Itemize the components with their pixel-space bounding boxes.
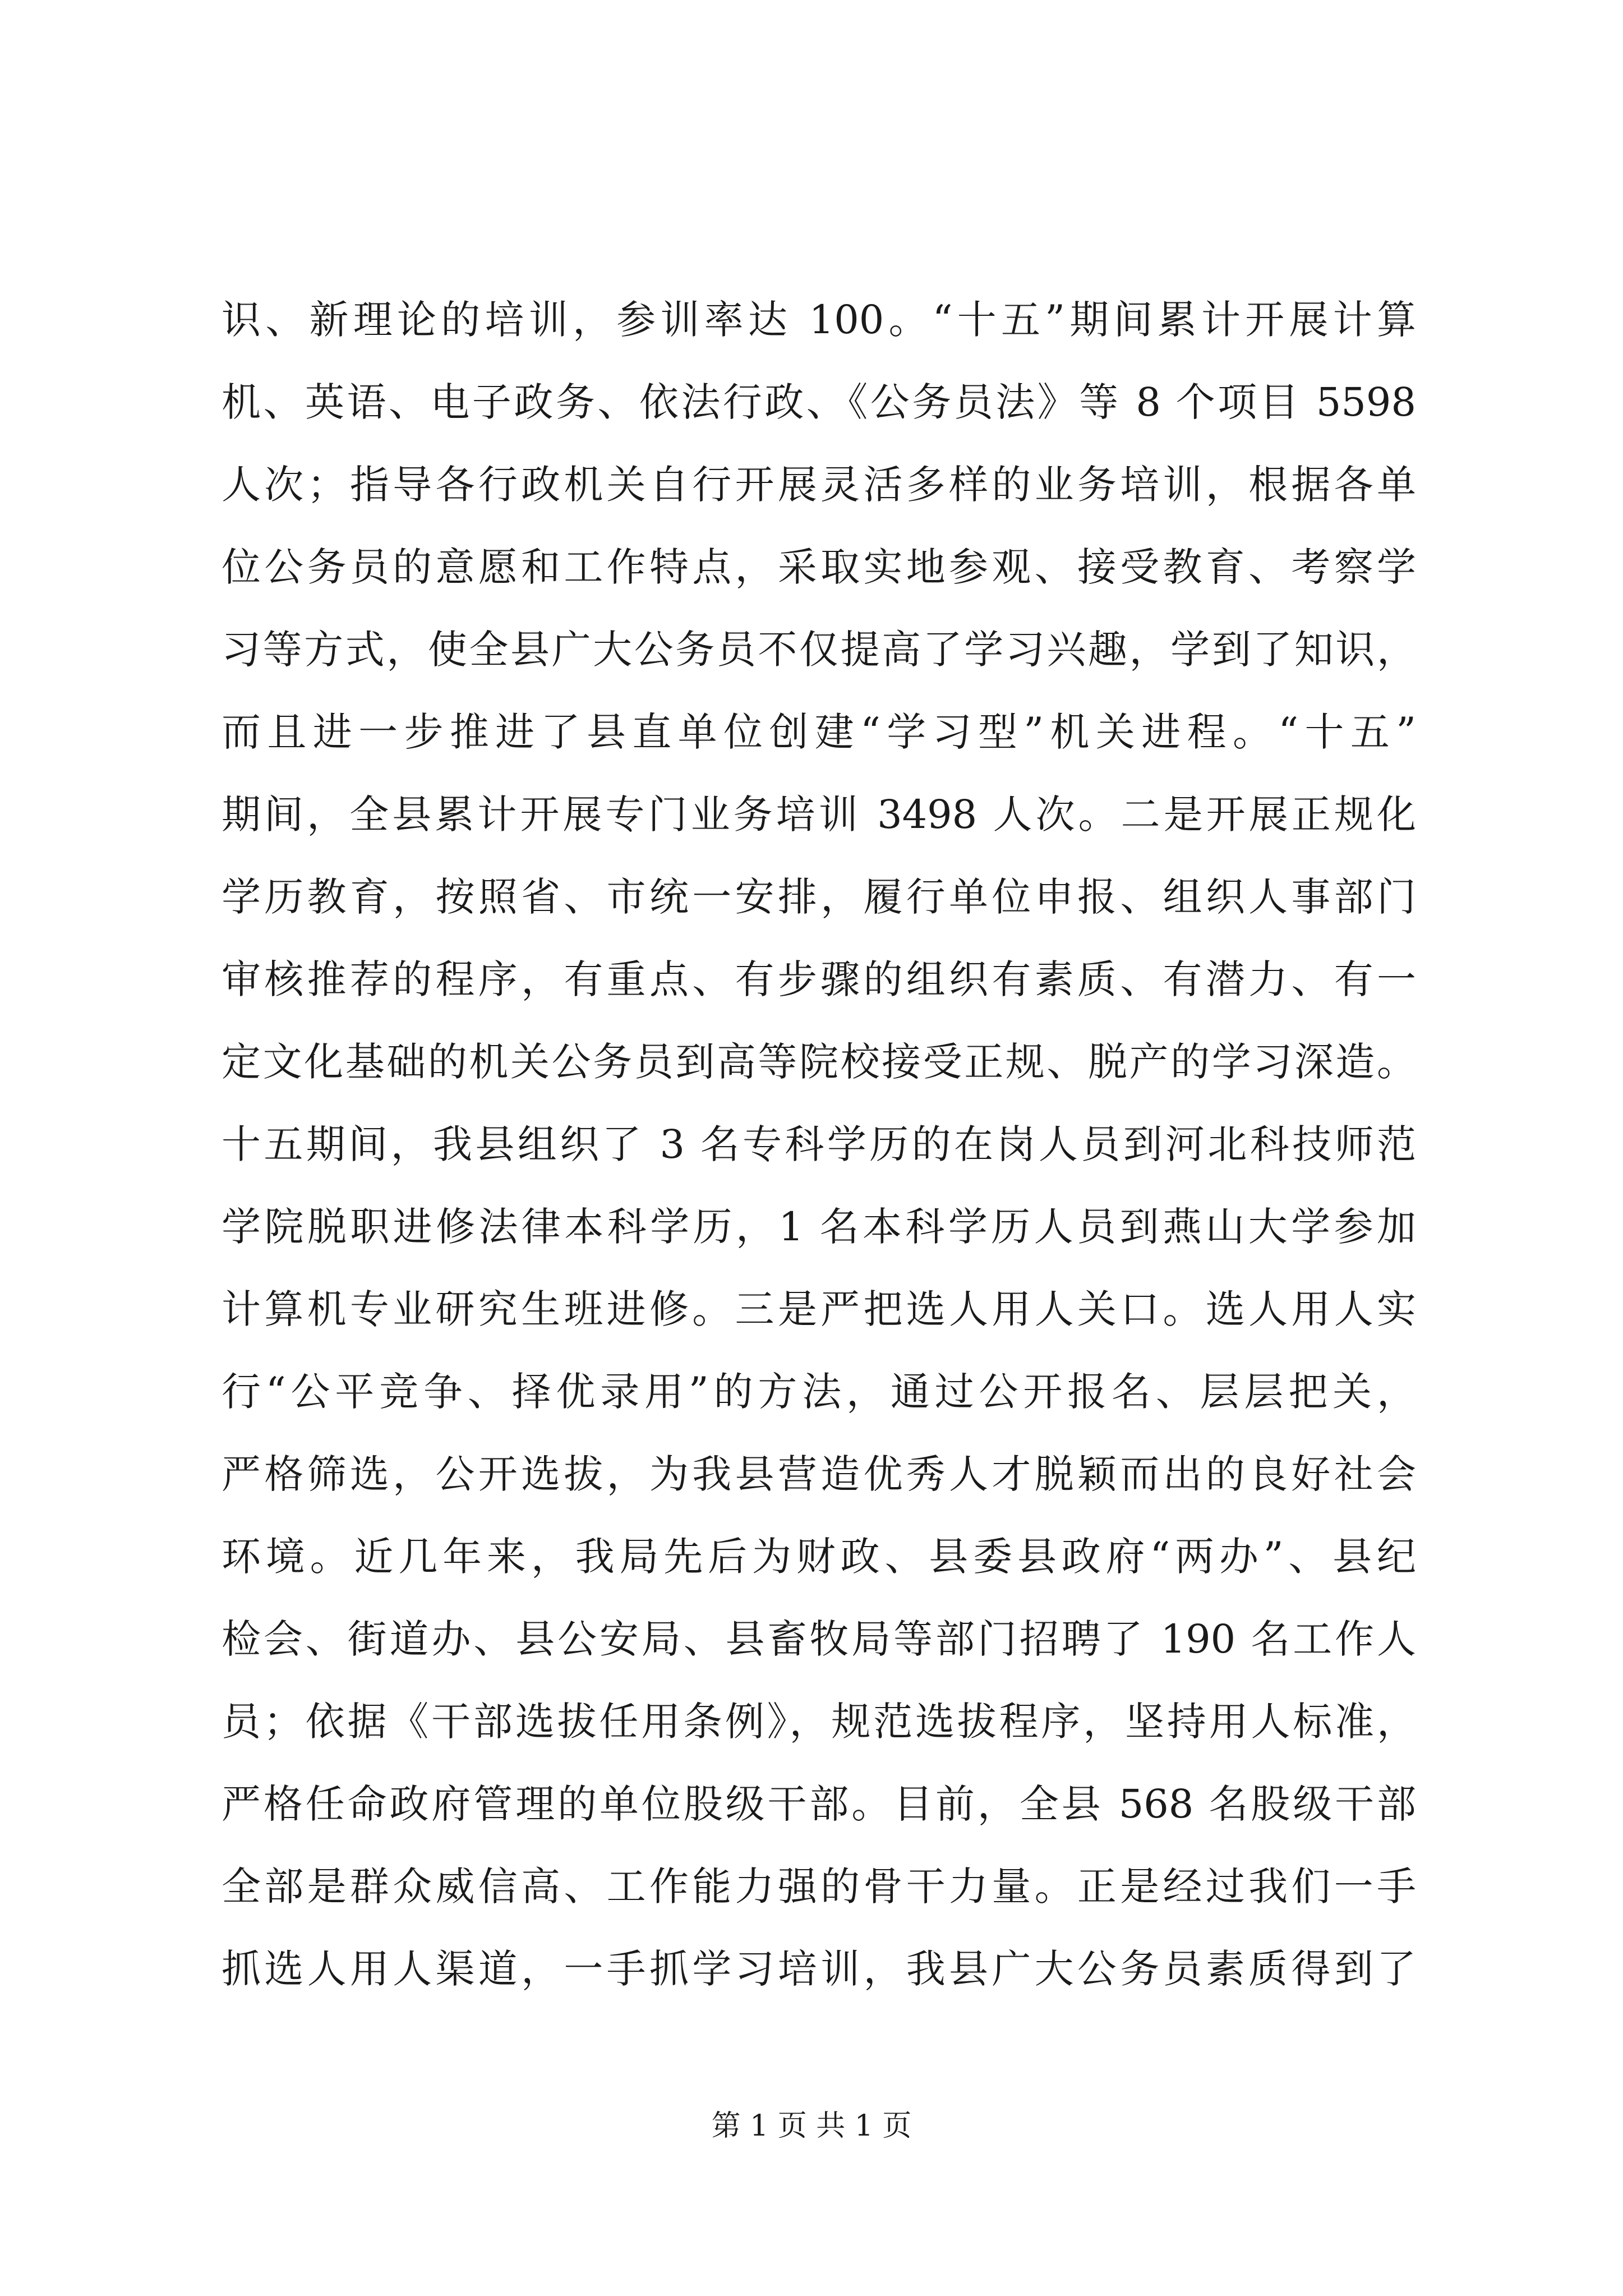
text-line-18: 员；依据《干部选拔任用条例》，规范选拔程序，坚持用人标准， — [222, 1699, 1416, 1745]
text-line-15: 严格筛选，公开选拔，为我县营造优秀人才脱颖而出的良好社会 — [222, 1451, 1416, 1497]
text-line-14: 行“公平竞争、择优录用”的方法，通过公开报名、层层把关， — [222, 1369, 1416, 1415]
text-line-17: 检会、街道办、县公安局、县畜牧局等部门招聘了 190 名工作人 — [222, 1616, 1416, 1662]
page-number-label: 第 1 页 共 1 页 — [711, 2109, 912, 2143]
text-line-7: 期间，全县累计开展专门业务培训 3498 人次。二是开展正规化 — [222, 792, 1416, 838]
text-line-10: 定文化基础的机关公务员到高等院校接受正规、脱产的学习深造。 — [222, 1039, 1416, 1085]
text-line-3: 人次；指导各行政机关自行开展灵活多样的业务培训，根据各单 — [222, 462, 1416, 508]
text-line-8: 学历教育，按照省、市统一安排，履行单位申报、组织人事部门 — [222, 874, 1416, 920]
text-line-4: 位公务员的意愿和工作特点，采取实地参观、接受教育、考察学 — [222, 544, 1416, 590]
text-line-13: 计算机专业研究生班进修。三是严把选人用人关口。选人用人实 — [222, 1286, 1416, 1332]
text-line-5: 习等方式，使全县广大公务员不仅提高了学习兴趣，学到了知识， — [222, 627, 1416, 673]
text-line-2: 机、英语、电子政务、依法行政、《公务员法》等 8 个项目 5598 — [222, 379, 1416, 425]
text-line-20: 全部是群众威信高、工作能力强的骨干力量。正是经过我们一手 — [222, 1864, 1416, 1910]
text-line-19: 严格任命政府管理的单位股级干部。目前，全县 568 名股级干部 — [222, 1781, 1416, 1827]
text-line-21: 抓选人用人渠道，一手抓学习培训，我县广大公务员素质得到了 — [222, 1946, 1416, 1992]
text-line-6: 而且进一步推进了县直单位创建“学习型”机关进程。“十五” — [222, 709, 1416, 755]
text-line-12: 学院脱职进修法律本科学历，1 名本科学历人员到燕山大学参加 — [222, 1204, 1416, 1250]
text-line-9: 审核推荐的程序，有重点、有步骤的组织有素质、有潜力、有一 — [222, 956, 1416, 1002]
text-line-16: 环境。近几年来，我局先后为财政、县委县政府“两办”、县纪 — [222, 1534, 1416, 1580]
text-line-11: 十五期间，我县组织了 3 名专科学历的在岗人员到河北科技师范 — [222, 1121, 1416, 1167]
text-line-1: 识、新理论的培训，参训率达 100。“十五”期间累计开展计算 — [222, 297, 1416, 343]
page-footer — [0, 2106, 1623, 2146]
